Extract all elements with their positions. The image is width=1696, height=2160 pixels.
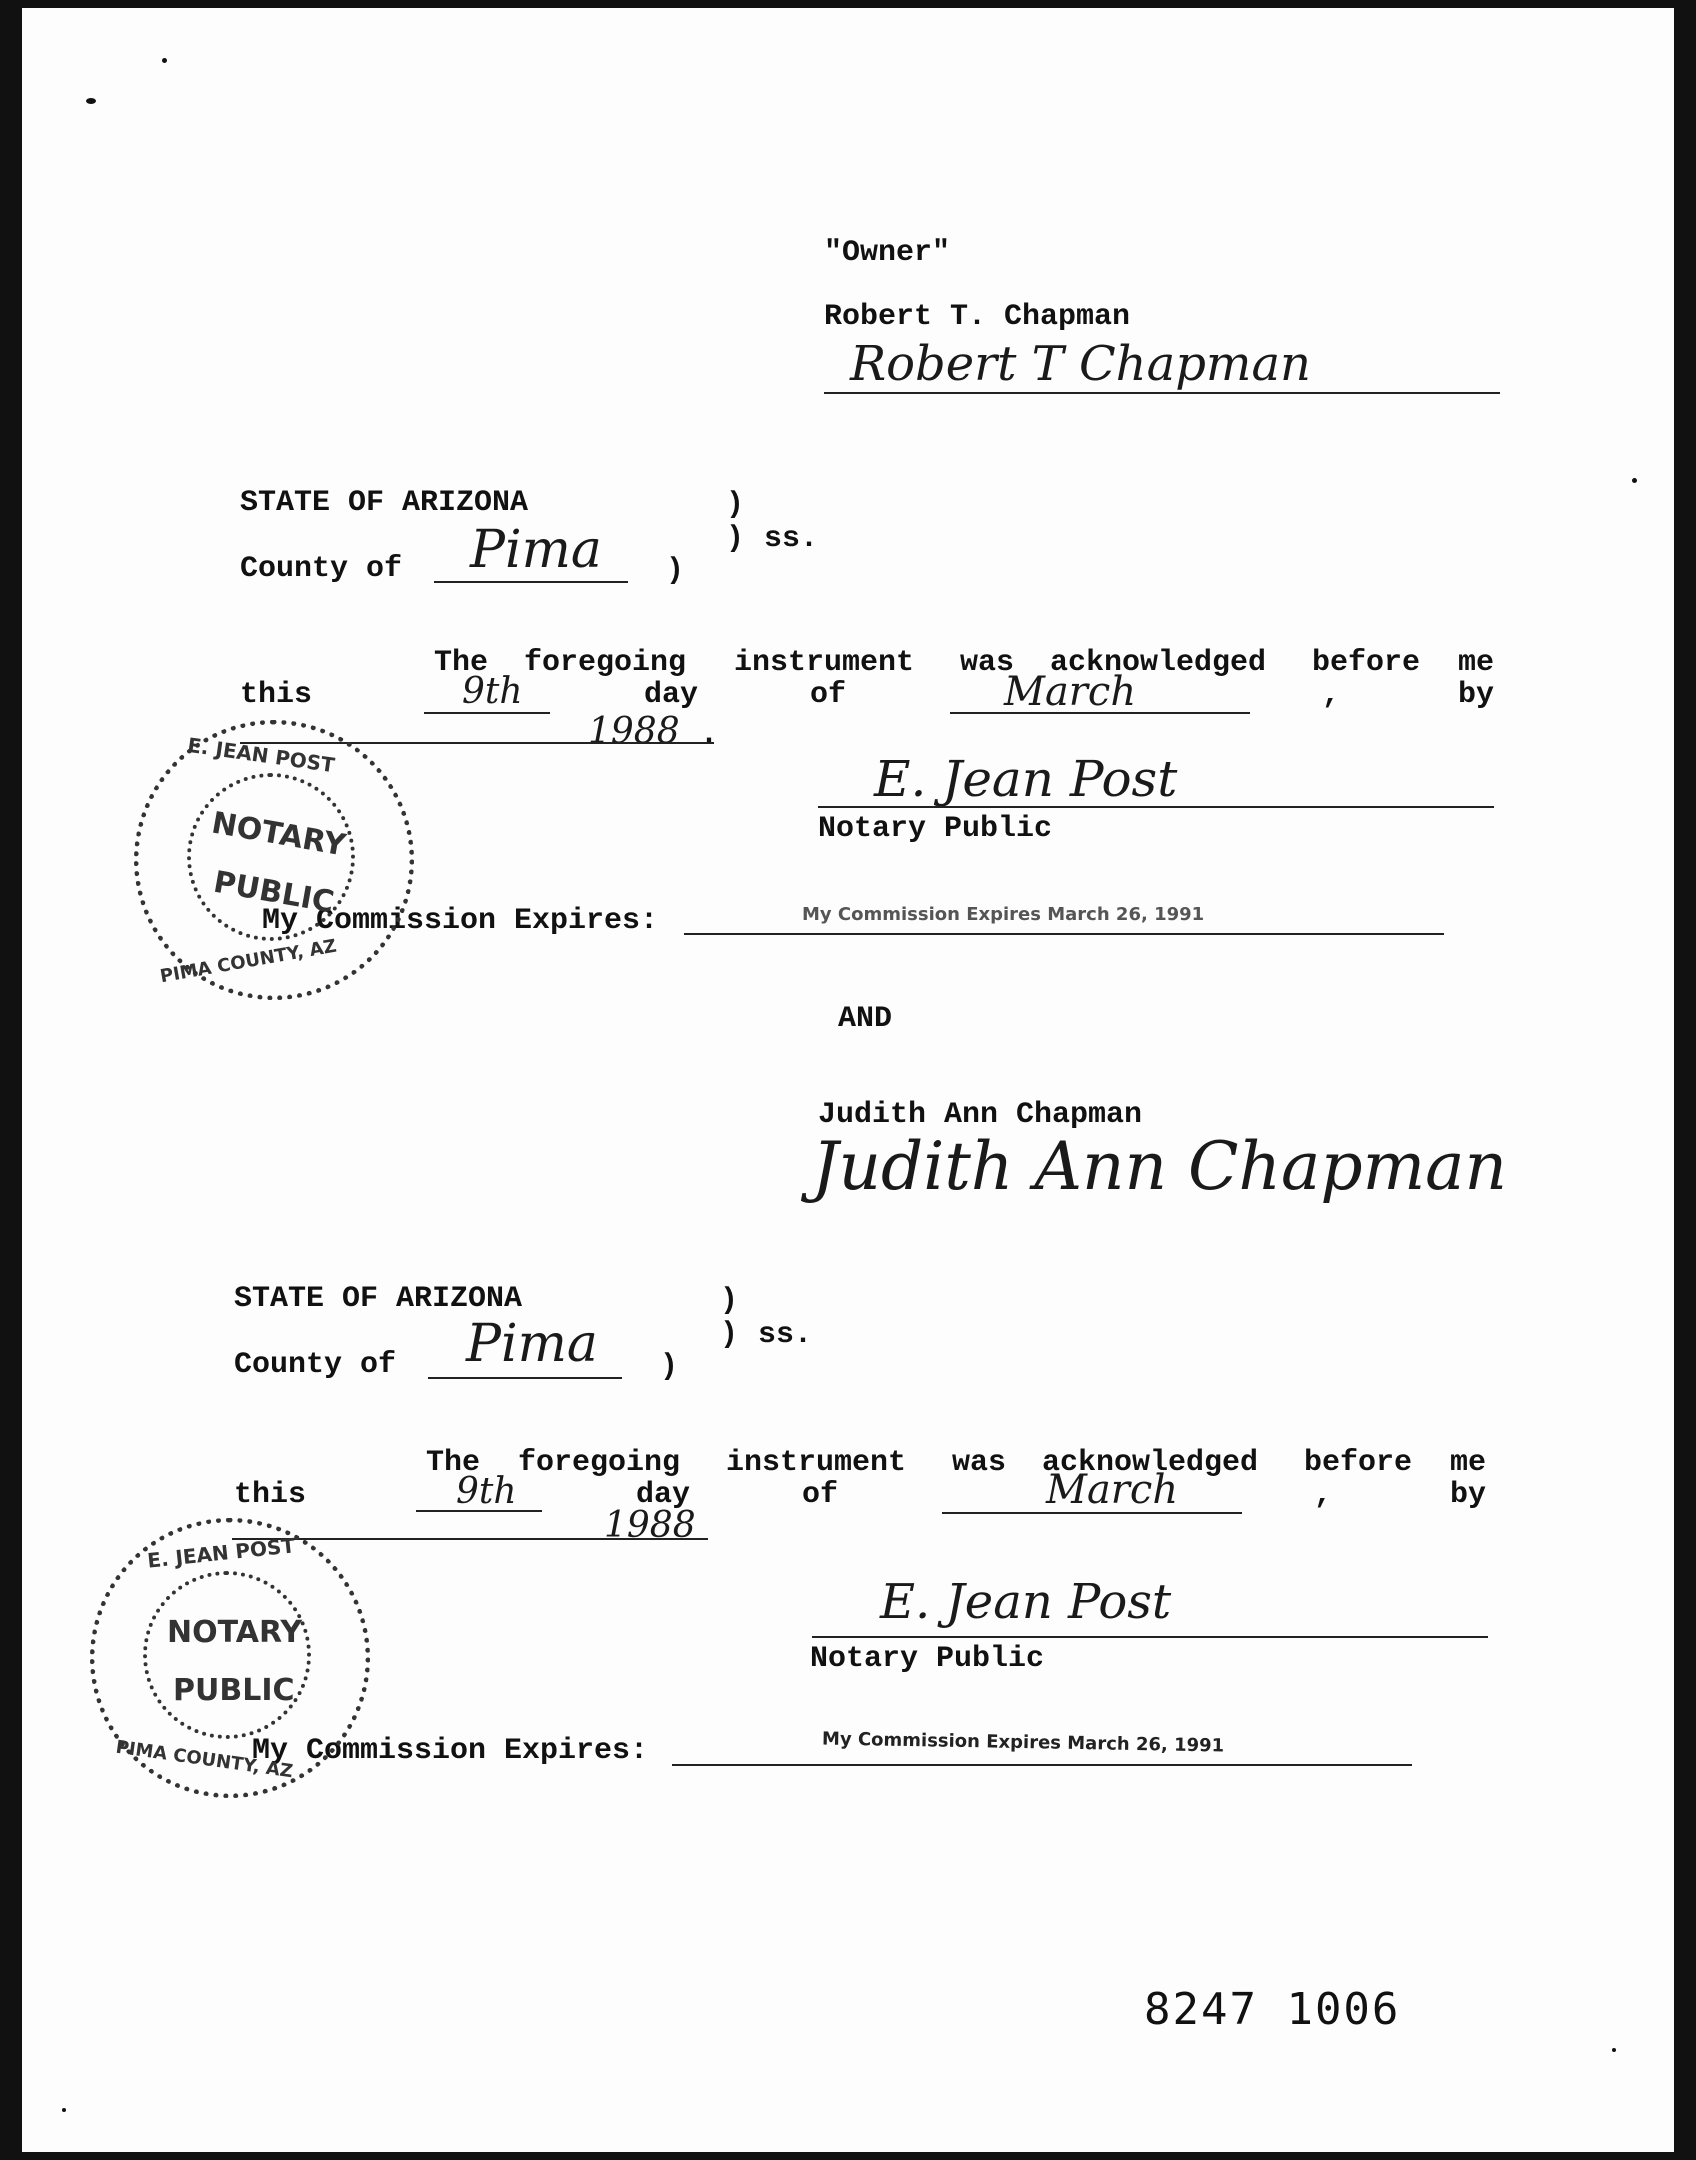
ack1-paren-3: ) — [666, 554, 685, 588]
notary-seal-2 — [90, 1518, 370, 1798]
ack2-notary-line — [812, 1636, 1488, 1638]
ack1-word-acknowledged: acknowledged — [1050, 646, 1267, 680]
ack1-period: . — [700, 718, 719, 752]
ack1-county-value: Pima — [470, 520, 602, 580]
ack1-year-value: 1988 — [588, 711, 680, 752]
ack2-day: day — [636, 1478, 691, 1512]
ack1-notary-line — [818, 806, 1494, 808]
ack1-word-before: before — [1312, 646, 1421, 680]
notary-seal-1-public: PUBLIC — [210, 864, 337, 921]
scan-speck — [1612, 2048, 1616, 2052]
document-page — [22, 8, 1674, 2152]
owner1-name: Robert T. Chapman — [824, 300, 1131, 334]
notary-seal-1 — [134, 720, 414, 1000]
ack2-notary-label: Notary Public — [810, 1642, 1045, 1676]
ack2-day-line — [416, 1510, 542, 1512]
ack1-of: of — [810, 678, 847, 712]
ack1-state: STATE OF ARIZONA — [240, 486, 529, 520]
ack2-word-me: me — [1450, 1446, 1487, 1480]
ack1-comma: , — [1322, 678, 1341, 712]
ack1-county-label: County of — [240, 552, 403, 586]
ack2-of: of — [802, 1478, 839, 1512]
ack1-paren-2: ) — [726, 522, 745, 556]
ack2-commission-label: My Commission Expires: — [252, 1734, 649, 1768]
notary-seal-2-name: E. JEAN POST — [146, 1533, 297, 1573]
ack1-commission-label: My Commission Expires: — [262, 904, 659, 938]
ack2-by: by — [1450, 1478, 1487, 1512]
owner1-signature-line — [824, 392, 1500, 394]
ack1-by: by — [1458, 678, 1495, 712]
notary-seal-2-notary: NOTARY — [167, 1615, 303, 1650]
ack2-this: this — [234, 1478, 307, 1512]
notary-seal-2-county: PIMA COUNTY, AZ — [114, 1736, 295, 1783]
ack1-this: this — [240, 678, 313, 712]
ack2-word-acknowledged: acknowledged — [1042, 1446, 1259, 1480]
ack2-state: STATE OF ARIZONA — [234, 1282, 523, 1316]
notary-seal-2-public: PUBLIC — [173, 1673, 295, 1708]
ack2-year-value: 1988 — [604, 1505, 696, 1546]
ack2-paren-3: ) — [660, 1350, 679, 1384]
ack1-day: day — [644, 678, 699, 712]
owner2-name: Judith Ann Chapman — [818, 1098, 1143, 1132]
ack2-day-value: 9th — [456, 1471, 517, 1512]
ack1-month-line — [950, 712, 1250, 714]
ack1-ss: ss. — [764, 522, 819, 556]
ack2-commission-stamp: My Commission Expires March 26, 1991 — [821, 1728, 1225, 1757]
scan-speck — [162, 58, 167, 63]
document-number: 8247 1006 — [1144, 1984, 1401, 2035]
ack2-paren-1: ) — [720, 1284, 739, 1318]
notary-seal-1-county: PIMA COUNTY, AZ — [158, 935, 339, 988]
ack1-month-value: March — [1004, 669, 1137, 715]
ack1-word-was: was — [960, 646, 1015, 680]
scan-speck — [1632, 478, 1637, 483]
owner2-signature: Judith Ann Chapman — [812, 1128, 1508, 1205]
ack2-county-label: County of — [234, 1348, 397, 1382]
and-label: AND — [838, 1002, 893, 1036]
notary-seal-1-notary: NOTARY — [208, 805, 349, 864]
ack1-commission-line — [684, 933, 1444, 935]
ack2-word-was: was — [952, 1446, 1007, 1480]
ack1-notary-signature: E. Jean Post — [874, 750, 1178, 808]
ack2-month-line — [942, 1512, 1242, 1514]
owner-label: "Owner" — [824, 236, 951, 270]
ack1-day-line — [424, 712, 550, 714]
ack1-word-me: me — [1458, 646, 1495, 680]
ack2-county-value: Pima — [466, 1314, 598, 1374]
ack1-notary-label: Notary Public — [818, 812, 1053, 846]
ack2-county-line — [428, 1377, 622, 1379]
scan-speck — [62, 2108, 66, 2112]
ack1-county-line — [434, 581, 628, 583]
ack2-comma: , — [1314, 1478, 1333, 1512]
notary-seal-1-name: E. JEAN POST — [186, 732, 337, 778]
ack1-word-the: The — [434, 646, 489, 680]
ack1-commission-stamp: My Commission Expires March 26, 1991 — [802, 904, 1205, 925]
ack2-commission-line — [672, 1764, 1412, 1766]
ack1-word-instrument: instrument — [734, 646, 915, 680]
notary-seal-2-inner-ring — [143, 1571, 311, 1739]
ack2-word-before: before — [1304, 1446, 1413, 1480]
owner1-signature: Robert T Chapman — [850, 336, 1311, 392]
ack2-notary-signature: E. Jean Post — [880, 1574, 1172, 1630]
ack2-word-foregoing: foregoing — [518, 1446, 681, 1480]
ack2-paren-2: ) — [720, 1318, 739, 1352]
ack2-month-value: March — [1046, 1467, 1179, 1513]
ack1-paren-1: ) — [726, 488, 745, 522]
ack2-ss: ss. — [758, 1318, 813, 1352]
ack2-word-instrument: instrument — [726, 1446, 907, 1480]
ack1-day-value: 9th — [462, 671, 523, 712]
scan-speck — [86, 98, 96, 104]
ack2-word-the: The — [426, 1446, 481, 1480]
ack1-word-foregoing: foregoing — [524, 646, 687, 680]
